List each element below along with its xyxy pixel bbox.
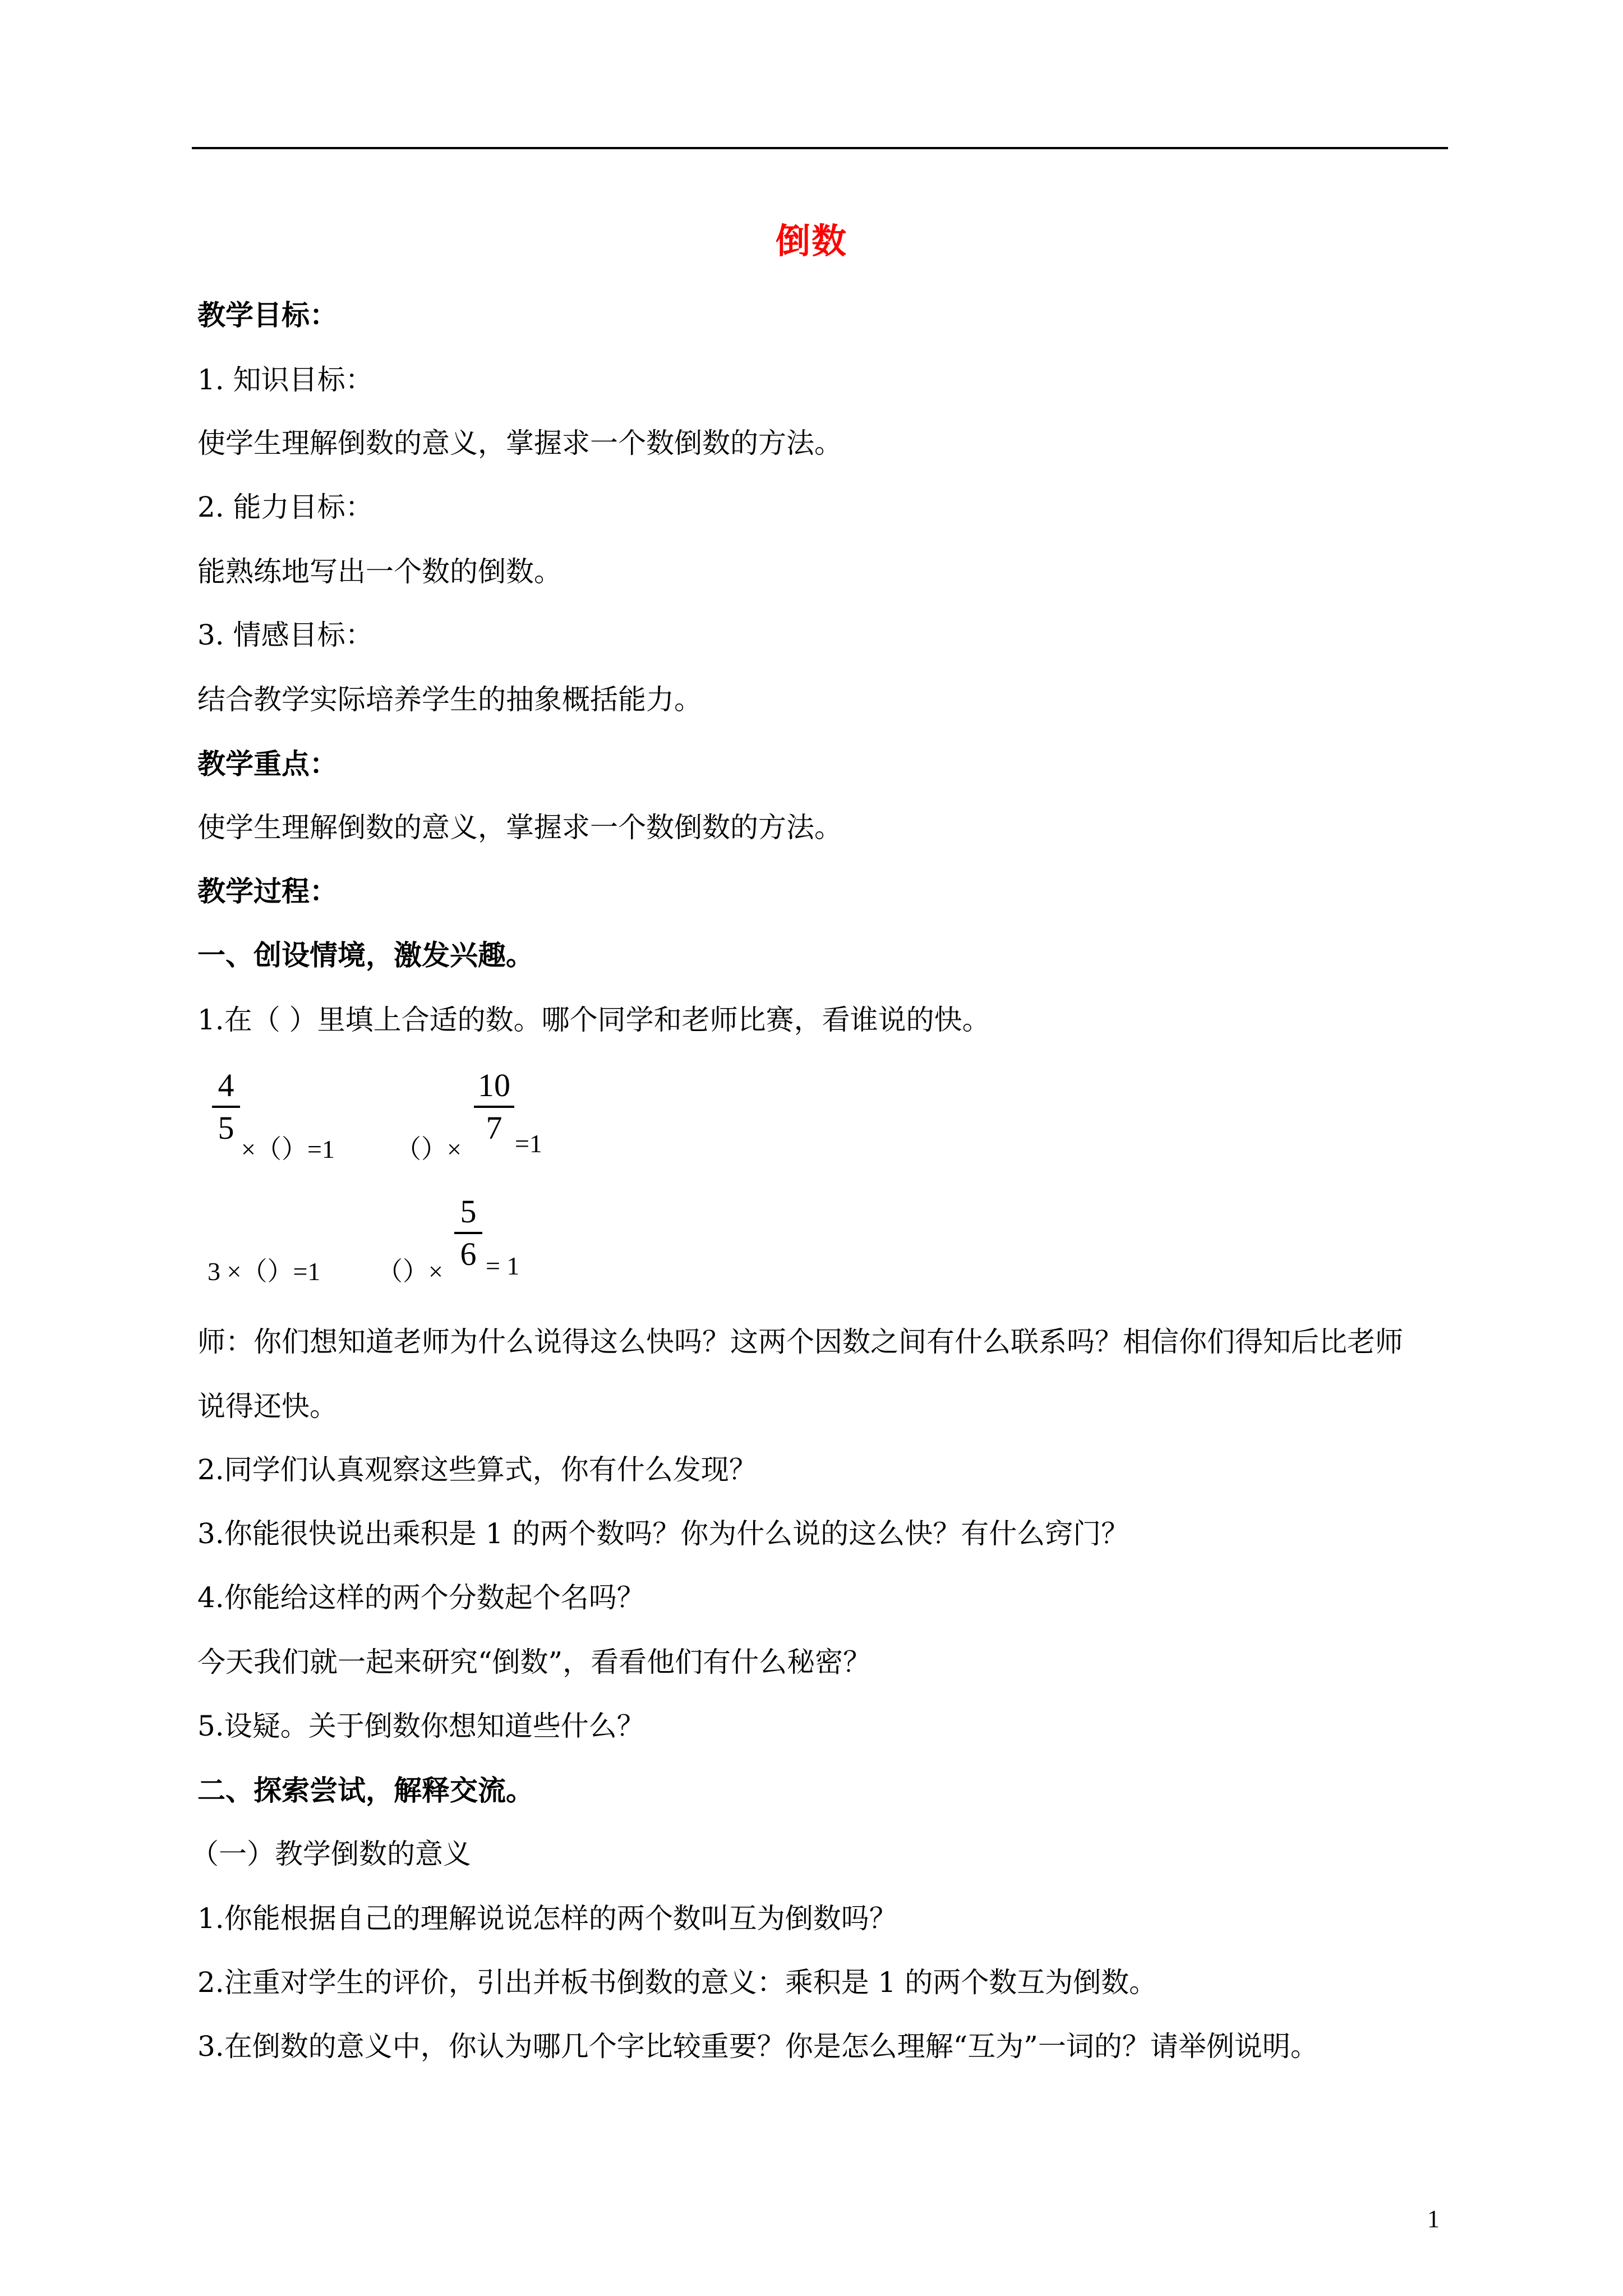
paragraph: 说得还快。 <box>197 1390 338 1423</box>
header-rule <box>192 147 1448 149</box>
paragraph: 2.同学们认真观察这些算式，你有什么发现？ <box>197 1453 757 1486</box>
paragraph: 5.设疑。关于倒数你想知道些什么？ <box>197 1710 645 1742</box>
paragraph: 2. 能力目标： <box>197 491 374 523</box>
fraction-4-5 <box>212 1069 240 1145</box>
heading-section-2: 二、探索尝试，解释交流。 <box>197 1774 534 1807</box>
equation-text: （）× <box>395 1135 462 1163</box>
fraction-denominator: 5 <box>218 1110 234 1146</box>
page-title: 倒数 <box>775 220 847 261</box>
fraction-denominator: 7 <box>486 1110 502 1146</box>
equation-text: （）× <box>377 1257 443 1286</box>
paragraph: 3.你能很快说出乘积是 1 的两个数吗？你为什么说的这么快？有什么窍门？ <box>197 1517 1129 1550</box>
equation-text: 3 ×（）=1 <box>208 1257 321 1286</box>
paragraph: 1.你能根据自己的理解说说怎样的两个数叫互为倒数吗？ <box>197 1902 897 1935</box>
heading-section-1: 一、创设情境，激发兴趣。 <box>197 938 534 972</box>
page-number: 1 <box>1427 2205 1440 2233</box>
paragraph: 2.注重对学生的评价，引出并板书倒数的意义：乘积是 1 的两个数互为倒数。 <box>197 1966 1158 1999</box>
paragraph: 使学生理解倒数的意义，掌握求一个数倒数的方法。 <box>197 427 842 459</box>
paragraph: 使学生理解倒数的意义，掌握求一个数倒数的方法。 <box>197 811 842 844</box>
paragraph: 3. 情感目标： <box>197 619 374 651</box>
fraction-numerator: 5 <box>460 1193 477 1230</box>
paragraph: 结合教学实际培养学生的抽象概括能力。 <box>197 683 702 716</box>
heading-objectives: 教学目标： <box>197 298 338 332</box>
heading-process: 教学过程： <box>197 875 338 908</box>
fraction-numerator: 10 <box>478 1067 510 1103</box>
fraction-bar <box>454 1232 482 1234</box>
paragraph: 1.在（ ）里填上合适的数。哪个同学和老师比赛，看谁说的快。 <box>197 1004 990 1036</box>
fraction-bar <box>474 1106 514 1108</box>
equation-text: = 1 <box>486 1251 520 1280</box>
paragraph: 师：你们想知道老师为什么说得这么快吗？这两个因数之间有什么联系吗？相信你们得知后比老师 <box>197 1326 1403 1358</box>
paragraph: 能熟练地写出一个数的倒数。 <box>197 555 562 588</box>
equation-text: ×（）=1 <box>241 1135 335 1163</box>
heading-key-points: 教学重点： <box>197 747 338 780</box>
paragraph: 4.你能给这样的两个分数起个名吗？ <box>197 1581 645 1614</box>
paragraph: 1. 知识目标： <box>197 364 374 396</box>
paragraph: 3.在倒数的意义中，你认为哪几个字比较重要？你是怎么理解“互为”一词的？请举例说明。 <box>197 2030 1318 2063</box>
equation-text: =1 <box>515 1129 542 1158</box>
paragraph: （一）教学倒数的意义 <box>191 1838 471 1870</box>
paragraph: 今天我们就一起来研究“倒数”，看看他们有什么秘密？ <box>197 1646 872 1678</box>
fraction-denominator: 6 <box>460 1236 477 1272</box>
fraction-numerator: 4 <box>218 1067 234 1103</box>
fraction-10-7 <box>474 1069 514 1145</box>
fraction-bar <box>212 1106 240 1108</box>
fraction-5-6 <box>454 1195 482 1271</box>
